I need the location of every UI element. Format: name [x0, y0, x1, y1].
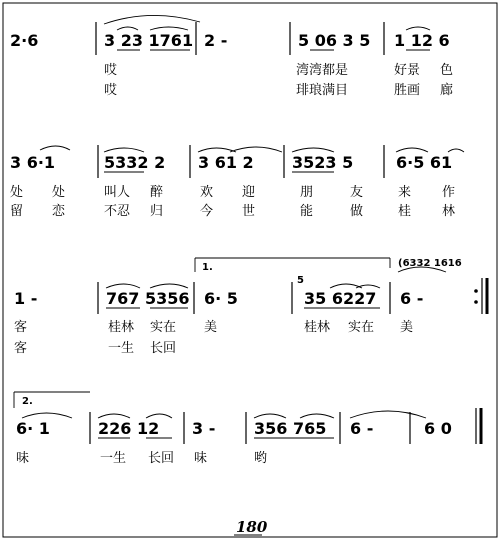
lyric: 林 — [442, 204, 456, 219]
lyric: 欢 — [200, 185, 214, 200]
ending-label: 2. — [22, 396, 33, 407]
page-frame — [3, 3, 497, 537]
grace-mark: 5 — [297, 275, 304, 286]
slur — [292, 148, 334, 152]
measure-notes: 767 5356 — [106, 289, 190, 308]
lyric: 桂林 — [304, 320, 331, 335]
lyric: 廊 — [440, 83, 454, 98]
measure-notes: 5 06 3 5 — [298, 31, 371, 50]
slur — [104, 15, 200, 24]
lyric: 归 — [150, 204, 164, 219]
measure-notes: 226 12 — [98, 419, 160, 438]
slur — [150, 284, 188, 288]
slur — [150, 27, 188, 30]
slur — [356, 285, 380, 288]
lyric: 来 — [398, 185, 412, 200]
measure-notes: 35 6227 — [304, 289, 377, 308]
measure-notes: 2 - — [204, 31, 228, 50]
lyric: 胜画 — [394, 83, 421, 98]
slur — [254, 414, 286, 418]
lyric: 琲琅满目 — [296, 83, 349, 98]
measure-notes: 6· 5 — [204, 289, 238, 308]
lyric: 世 — [242, 204, 256, 219]
slur — [40, 146, 70, 150]
lyric: 长回 — [148, 451, 175, 466]
slur — [198, 148, 236, 152]
measure-notes: 3 - — [192, 419, 216, 438]
slur — [106, 284, 140, 288]
slur — [104, 148, 144, 152]
lyric: 味 — [16, 451, 30, 466]
lyric: 留 — [10, 204, 24, 219]
lyric: 处 — [52, 185, 66, 200]
measure-notes: 6· 1 — [16, 419, 50, 438]
lyric: 哎 — [104, 83, 118, 98]
slur — [230, 147, 282, 152]
measure-notes: 6 - — [400, 289, 424, 308]
repeat-dot — [474, 300, 478, 304]
lyric: 处 — [10, 185, 24, 200]
measure-notes: 5332 2 — [104, 153, 166, 172]
lyric: 能 — [300, 204, 314, 219]
lyric: 叫人 — [104, 185, 131, 200]
lyric: 桂林 — [108, 320, 135, 335]
slur — [22, 413, 72, 418]
slur — [146, 414, 172, 418]
lyric: 好景 — [394, 63, 421, 78]
slur — [117, 27, 138, 30]
lyric: 美 — [400, 320, 414, 335]
grace-notes: (6332 1616 — [398, 258, 462, 269]
lyric: 一生 — [100, 451, 127, 466]
slur — [406, 27, 430, 30]
lyric: 桂 — [398, 204, 412, 219]
slur — [350, 411, 426, 418]
lyric: 哎 — [104, 63, 118, 78]
measure-notes: 356 765 — [254, 419, 327, 438]
lyric: 湾湾都是 — [296, 63, 349, 78]
line-2 — [10, 145, 464, 219]
lyric: 客 — [14, 341, 28, 356]
measure-notes: 3 6·1 — [10, 153, 56, 172]
lyric: 长回 — [150, 341, 177, 356]
measure-notes: 1 12 6 — [394, 31, 450, 50]
measure-notes: 6·5 61 — [396, 153, 453, 172]
lyric: 美 — [204, 320, 218, 335]
lyric: 实在 — [348, 320, 375, 335]
line-3 — [14, 258, 487, 356]
lyric: 醉 — [150, 185, 164, 200]
lyric: 迎 — [242, 185, 256, 200]
lyric: 一生 — [108, 341, 135, 356]
lyric: 色 — [440, 63, 454, 78]
lyric: 实在 — [150, 320, 177, 335]
slur — [448, 149, 464, 152]
line-4 — [14, 392, 481, 466]
measure-notes: 1 - — [14, 289, 38, 308]
lyric: 今 — [200, 204, 214, 219]
lyric: 恋 — [52, 204, 66, 219]
ending-label: 1. — [202, 262, 213, 273]
lyric: 哟 — [254, 451, 268, 466]
slur — [300, 414, 334, 418]
measure-notes: 6 0 — [424, 419, 452, 438]
lyric: 客 — [14, 320, 28, 335]
slur — [98, 414, 130, 418]
measure-notes: 3 61 2 — [198, 153, 254, 172]
lyric: 朋 — [300, 185, 314, 200]
measure-notes: 2·6 — [10, 31, 39, 50]
lyric: 做 — [350, 204, 364, 219]
measure-notes: 6 - — [350, 419, 374, 438]
lyric: 不忍 — [104, 204, 131, 219]
lyric: 味 — [194, 451, 208, 466]
lyric: 友 — [350, 185, 364, 200]
page-number: 180 — [236, 518, 268, 536]
repeat-dot — [474, 289, 478, 293]
line-1 — [10, 15, 453, 98]
measure-notes: 3 23 1761 — [104, 31, 194, 50]
lyric: 作 — [442, 185, 456, 200]
slur — [396, 148, 428, 152]
measure-notes: 3523 5 — [292, 153, 354, 172]
